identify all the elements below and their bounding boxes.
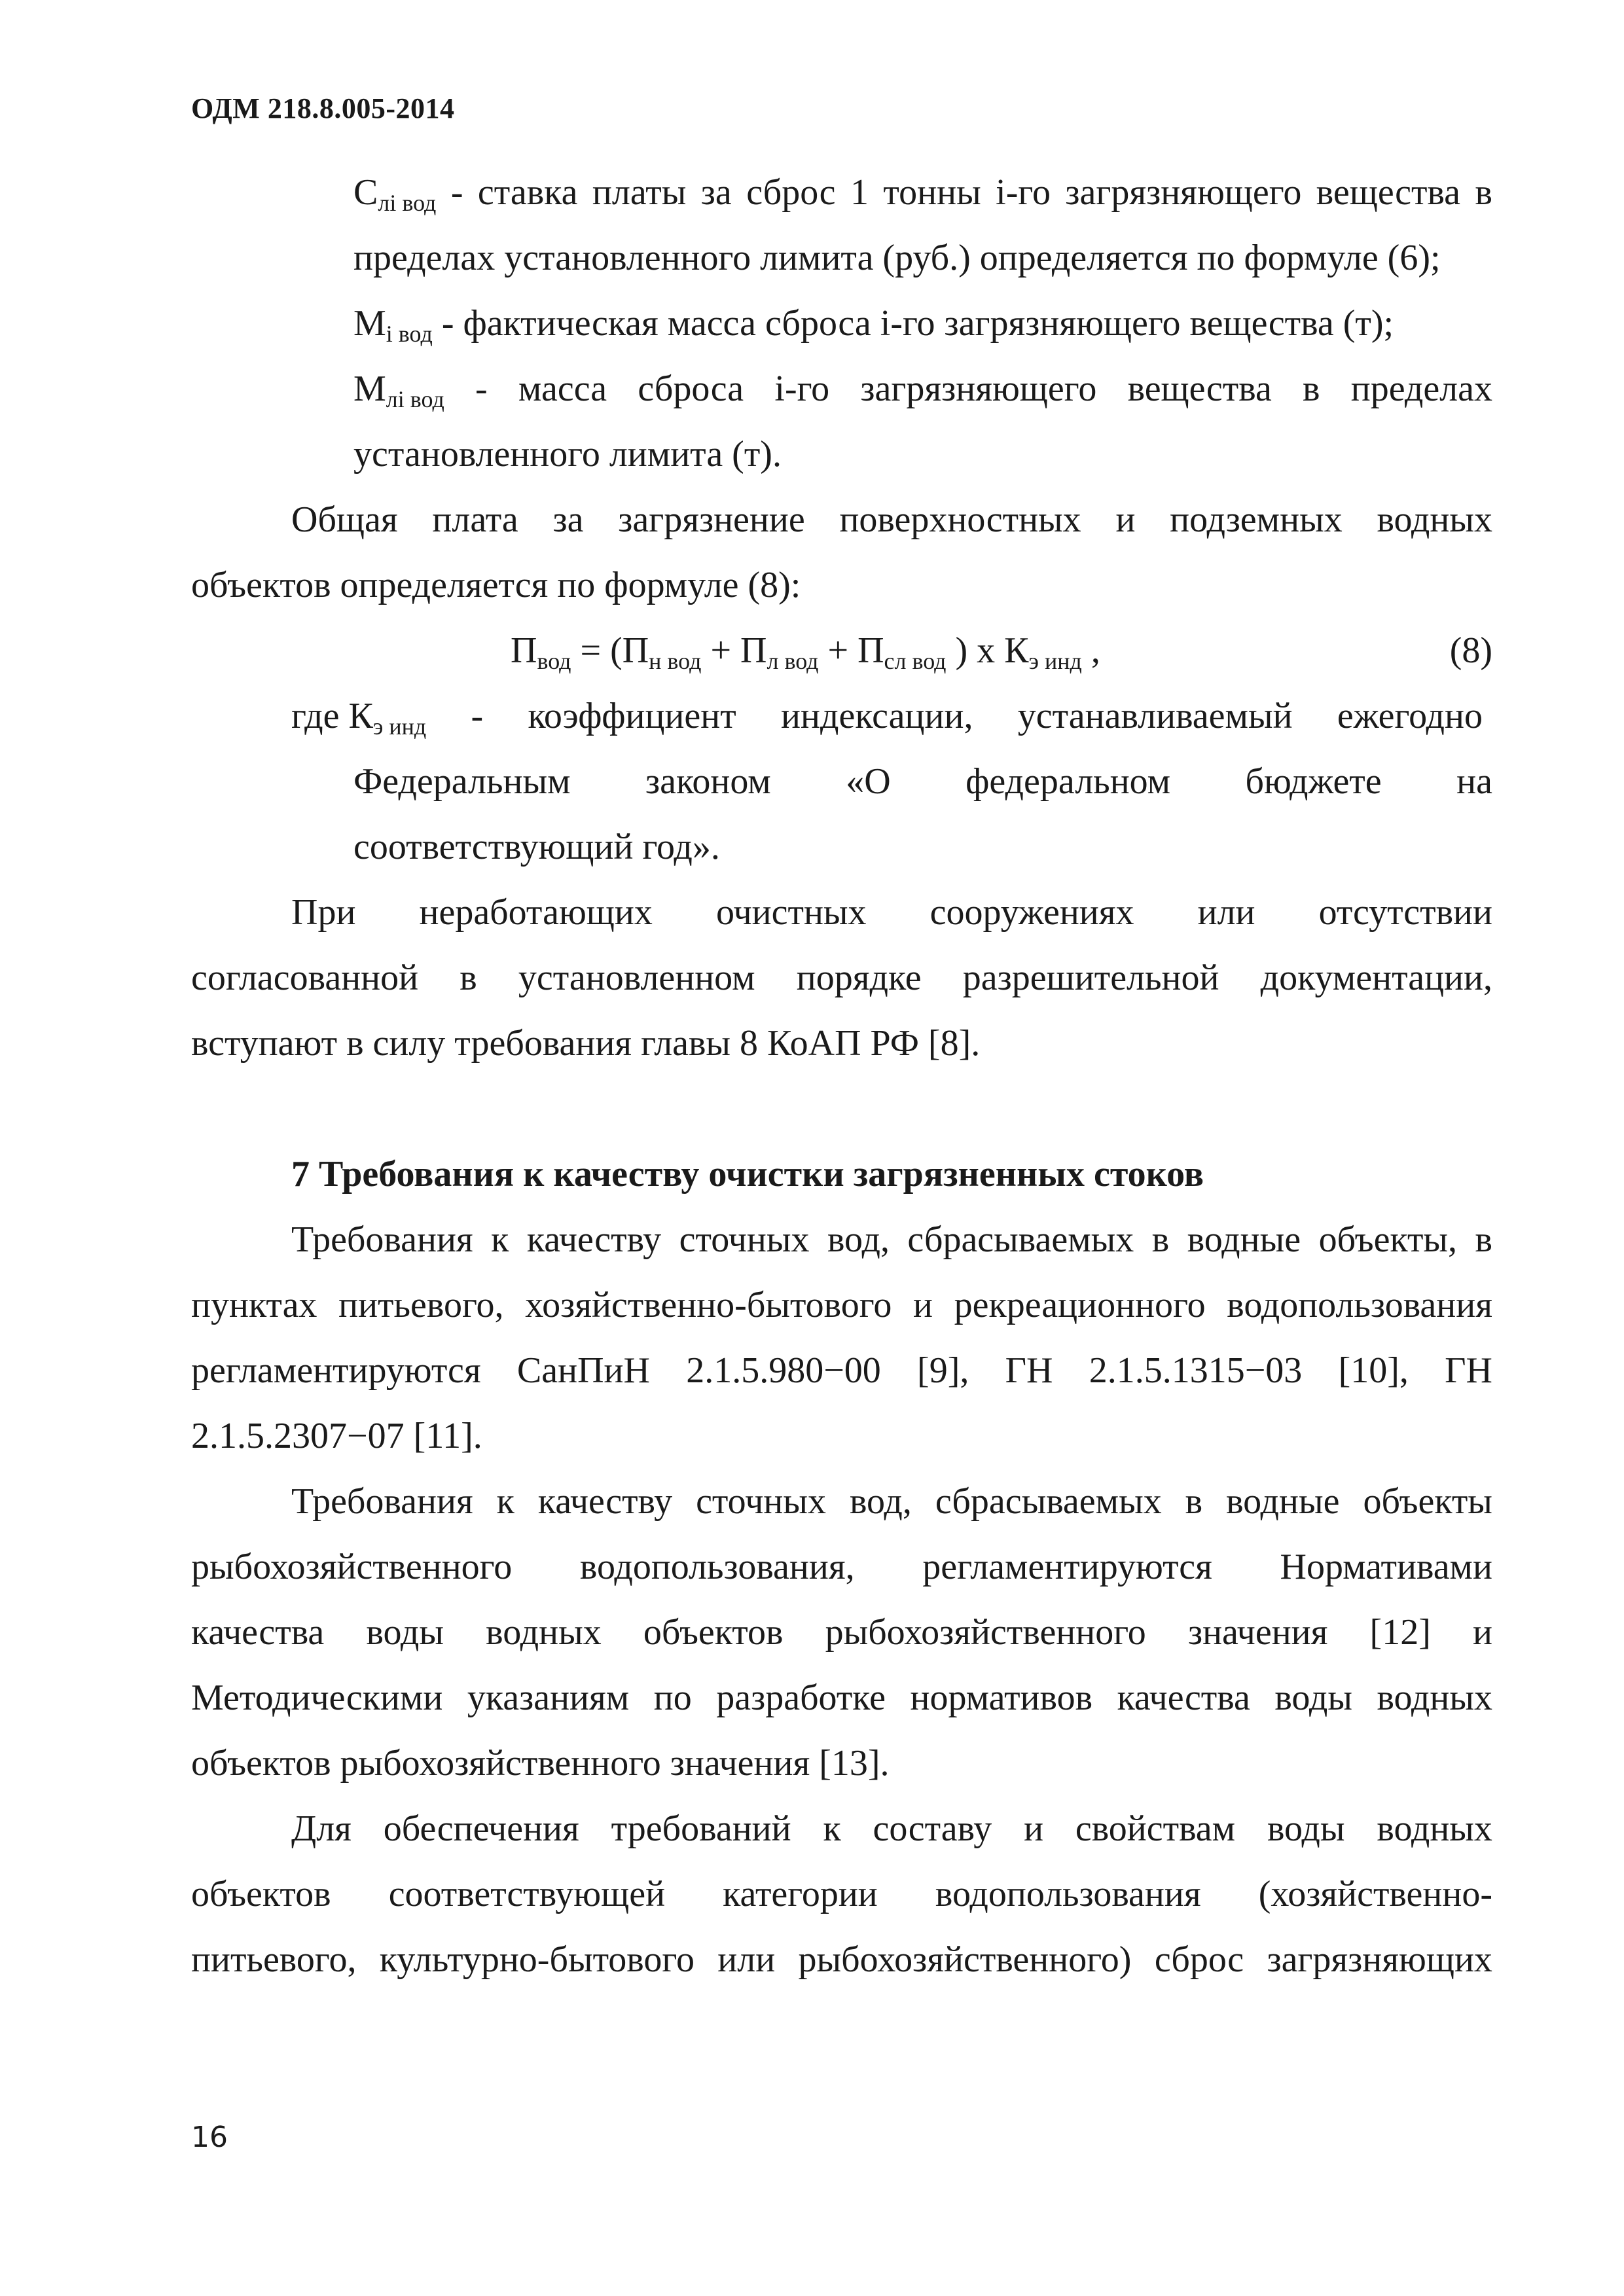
word: в [1185, 1481, 1203, 1522]
word: водных [486, 1612, 602, 1653]
word: в [1475, 172, 1492, 213]
word: пределах [1350, 368, 1492, 409]
word: рыбохозяйственного [191, 1547, 513, 1587]
word: требований [611, 1808, 791, 1849]
s7-p1-line4: 2.1.5.2307−07 [11]. [191, 1416, 482, 1456]
word: документации, [1260, 958, 1492, 998]
word: порядке [796, 958, 922, 998]
word: - [475, 368, 488, 409]
word: сбрасываемых [907, 1219, 1134, 1260]
word: тонны [883, 172, 981, 213]
s7-p3-line3 [191, 1927, 1492, 1992]
word: значения [1187, 1612, 1328, 1653]
word: Для [291, 1808, 352, 1849]
word: нормативов [910, 1677, 1093, 1718]
formula-intro-line1 [291, 487, 1492, 552]
word: в [460, 958, 477, 998]
word: регламентируются [191, 1350, 481, 1391]
word: рекреационного [954, 1285, 1206, 1325]
word: рыбохозяйственного) [798, 1939, 1132, 1980]
word: отсутствии [1318, 892, 1492, 933]
definition-c-li-line1 [353, 160, 1492, 225]
word: Федеральным [353, 761, 571, 802]
word: вод, [827, 1219, 890, 1260]
word: ГН [1445, 1350, 1492, 1391]
koap-line3: вступают в силу требования главы 8 КоАП РФ [8]. [191, 1023, 981, 1064]
word: за [552, 499, 584, 540]
formula-body: $П_{вод} = (П_{н вод} + П_{л вод} + П_{сл вод}$ ) х $К_{э инд}$ , [511, 630, 1100, 674]
word: указаниям [467, 1677, 630, 1718]
word: коэффициент [528, 696, 736, 736]
word: водных [1377, 1808, 1492, 1849]
word: сточных [679, 1219, 810, 1260]
document-code-header: ОДМ 218.8.005-2014 [191, 92, 455, 124]
word: качеству [537, 1481, 673, 1522]
definition-m-li-line2: установленного лимита (т). [353, 434, 782, 475]
word: индексации, [781, 696, 973, 736]
word: 2.1.5.1315−03 [1089, 1350, 1303, 1391]
word: по [653, 1677, 692, 1718]
word: загрязнение [618, 499, 805, 540]
koap-line1 [291, 880, 1492, 945]
word: обеспечения [383, 1808, 579, 1849]
s7-p3-line1 [291, 1796, 1492, 1861]
word: платы [592, 172, 687, 213]
word: разрешительной [962, 958, 1219, 998]
word: вод, [849, 1481, 912, 1522]
koap-line2 [191, 945, 1492, 1011]
word: подземных [1170, 499, 1343, 540]
word: [9], [917, 1350, 969, 1391]
where-k-line2 [353, 749, 1492, 814]
word: водные [1187, 1219, 1301, 1260]
word: питьевого, [191, 1939, 357, 1980]
word: и [1473, 1612, 1492, 1653]
word: к [823, 1808, 841, 1849]
symbol-m-li: $М_{лi вод}$ [353, 368, 444, 412]
word: очистных [715, 892, 867, 933]
section-7-heading: 7 Требования к качеству очистки загрязненных стоков [291, 1154, 1204, 1194]
word: вещества [1316, 172, 1461, 213]
word: бюджете [1245, 761, 1382, 802]
word: водных [1377, 1677, 1492, 1718]
word: (хозяйственно- [1258, 1874, 1492, 1914]
word: рыбохозяйственного [825, 1612, 1146, 1653]
word: федеральном [965, 761, 1171, 802]
word: ГН [1005, 1350, 1053, 1391]
word: и [913, 1285, 933, 1325]
word: в [1475, 1219, 1492, 1260]
word: качеству [526, 1219, 662, 1260]
word: водопользования [935, 1874, 1201, 1914]
word: хозяйственно-бытового [525, 1285, 892, 1325]
word: i-го [996, 172, 1051, 213]
word: вещества [1127, 368, 1272, 409]
word: плата [432, 499, 518, 540]
word: 1 [850, 172, 869, 213]
word: к [491, 1219, 509, 1260]
word: [10], [1338, 1350, 1409, 1391]
word: При [291, 892, 356, 933]
word: сброс [746, 172, 836, 213]
s7-p3-line2 [191, 1861, 1492, 1927]
word: воды [366, 1612, 444, 1653]
where-k-line3: соответствующий год». [353, 827, 720, 867]
word: i-го [774, 368, 830, 409]
word: водопользования [1227, 1285, 1492, 1325]
word: СанПиН [516, 1350, 650, 1391]
word: объектов [643, 1612, 784, 1653]
word: объекты, [1318, 1219, 1458, 1260]
word: загрязняющего [1065, 172, 1302, 213]
formula-intro-line2: объектов определяется по формуле (8): [191, 565, 801, 605]
word: культурно-бытового [379, 1939, 695, 1980]
word: согласованной [191, 958, 419, 998]
word: Методическими [191, 1677, 443, 1718]
where-k-symbol: где $К_{э инд}$ [291, 696, 427, 740]
word: - [471, 696, 484, 736]
word: и [1024, 1808, 1044, 1849]
word: поверхностных [839, 499, 1081, 540]
formula-8 [511, 618, 1492, 683]
word: неработающих [419, 892, 653, 933]
word: свойствам [1075, 1808, 1236, 1849]
word: категории [723, 1874, 878, 1914]
word: в [1151, 1219, 1170, 1260]
word: масса [518, 368, 607, 409]
word: водные [1226, 1481, 1340, 1522]
s7-p2-line4 [191, 1665, 1492, 1731]
word: Общая [291, 499, 398, 540]
word: объекты [1363, 1481, 1492, 1522]
word: законом [645, 761, 771, 802]
word: на [1456, 761, 1492, 802]
word: пунктах [191, 1285, 317, 1325]
word: водных [1377, 499, 1492, 540]
word: соответствующей [388, 1874, 666, 1914]
word: регламентируются [922, 1547, 1212, 1587]
word: [12] [1369, 1612, 1431, 1653]
word: устанавливаемый [1017, 696, 1293, 736]
word: составу [873, 1808, 992, 1849]
word: или [717, 1939, 776, 1980]
s7-p1-line2 [191, 1272, 1492, 1338]
word: установленном [518, 958, 755, 998]
word: воды [1267, 1808, 1345, 1849]
word: водопользования, [579, 1547, 855, 1587]
word: ставка [477, 172, 578, 213]
where-k-line1 [291, 683, 1483, 749]
s7-p1-line3 [191, 1338, 1492, 1403]
word: Требования [291, 1219, 473, 1260]
word: за [700, 172, 732, 213]
word: Требования [291, 1481, 473, 1522]
s7-p1-line1 [291, 1207, 1492, 1272]
word: объектов [191, 1874, 331, 1914]
s7-p2-line5: объектов рыбохозяйственного значения [13]. [191, 1743, 890, 1784]
word: сбрасываемых [935, 1481, 1162, 1522]
word: качества [191, 1612, 325, 1653]
definition-c-li-line2: пределах установленного лимита (руб.) определяется по формуле (6); [353, 238, 1441, 278]
word: к [496, 1481, 514, 1522]
word: сброса [638, 368, 744, 409]
word: разработке [716, 1677, 886, 1718]
word: воды [1274, 1677, 1352, 1718]
s7-p2-line2 [191, 1534, 1492, 1600]
word: сброс [1154, 1939, 1244, 1980]
word: и [1115, 499, 1136, 540]
formula-number: (8) [1449, 630, 1492, 671]
page-number: 16 [191, 2121, 228, 2154]
word: сооружениях [929, 892, 1134, 933]
s7-p2-line3 [191, 1600, 1492, 1665]
s7-p2-line1 [291, 1469, 1492, 1534]
word: сточных [696, 1481, 826, 1522]
symbol-c: $С_{лi вод}$ [353, 172, 437, 216]
word: Нормативами [1280, 1547, 1492, 1587]
word: ежегодно [1337, 696, 1483, 736]
word: 2.1.5.980−00 [686, 1350, 881, 1391]
definition-m-i-line1: $М_{i вод}$ - фактическая масса сброса i-го загрязняющего вещества (т); [353, 303, 1394, 347]
word: в [1303, 368, 1320, 409]
word: качества [1117, 1677, 1250, 1718]
definition-m-li-line1 [353, 356, 1492, 422]
word: питьевого, [338, 1285, 504, 1325]
word: или [1197, 892, 1255, 933]
word: загрязняющего [860, 368, 1097, 409]
word: - [450, 172, 463, 213]
word: «О [846, 761, 891, 802]
word: загрязняющих [1267, 1939, 1492, 1980]
